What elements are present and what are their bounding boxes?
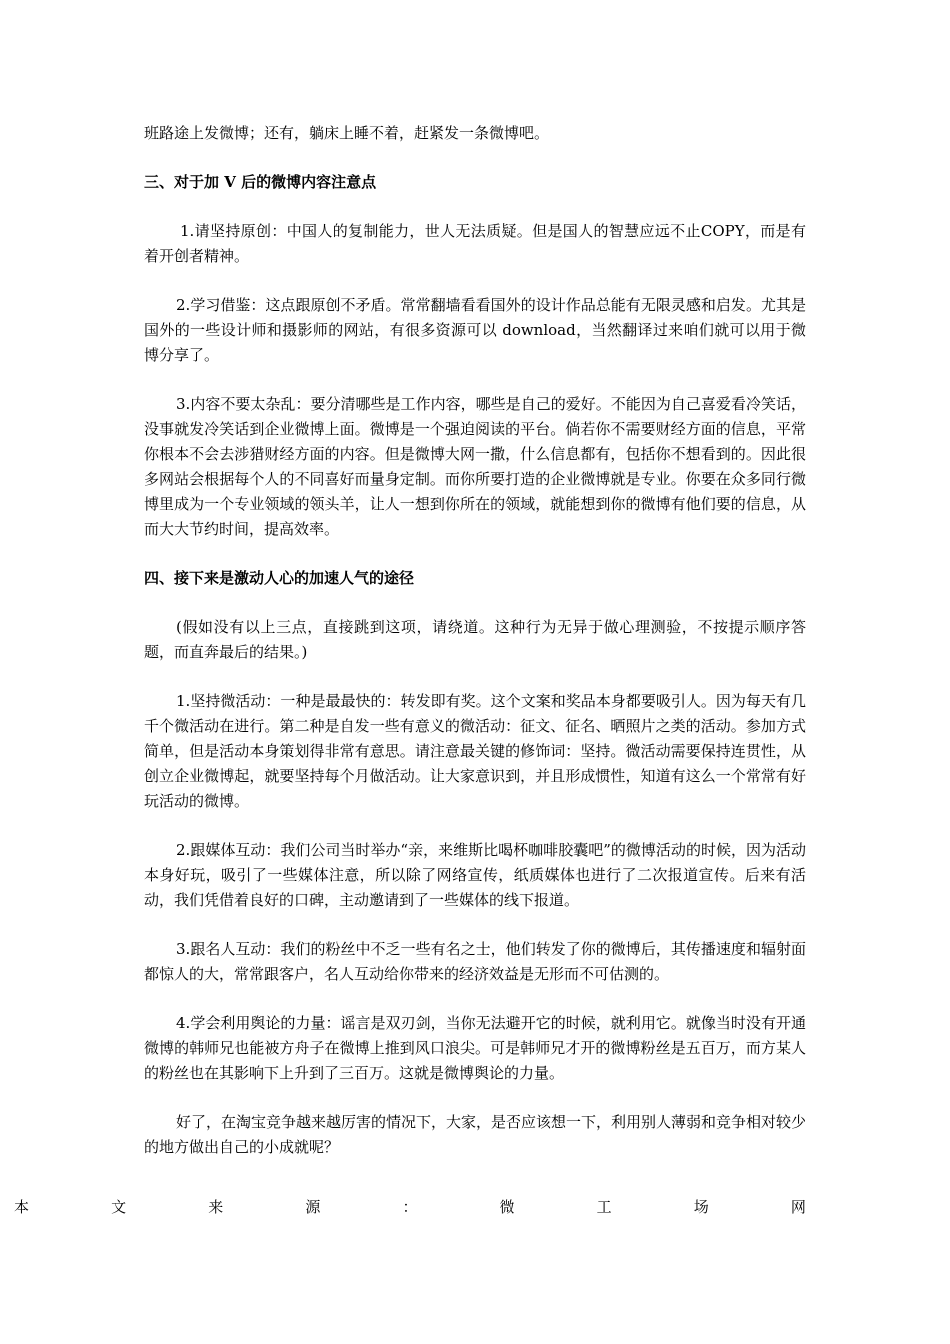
closing-paragraph: 好了，在淘宝竞争越来越厉害的情况下，大家，是否应该想一下，利用别人薄弱和竞争相对较少的地方做出自己的小成就呢？	[144, 1113, 807, 1156]
section-3-paragraph-3: 3.内容不要太杂乱：要分清哪些是工作内容，哪些是自己的爱好。不能因为自己喜爱看冷笑话，没事就发冷笑话到企业微博上面。微博是一个强迫阅读的平台。倘若你不需要财经方面的信息，平常你根本不会去涉猎财经方面的内容。但是微博大网一撒，什么信息都有，包括你不想看到的。因此很多网站会根据每个人的不同喜好而量身定制。而你所要打造的企业微博就是专业。你要在众多同行微博里成为一个专业领域的领头羊，让人一想到你所在的领域，就能想到你的微博有他们要的信息，从而大大节约时间，提高效率。	[144, 395, 806, 538]
source-char: 场	[693, 1198, 709, 1216]
intro-paragraph: 班路途上发微博；还有，躺床上睡不着，赶紧发一条微博吧。	[144, 124, 550, 142]
source-char: 网	[790, 1198, 806, 1216]
section-4-paragraph-3: 3.跟名人互动：我们的粉丝中不乏一些有名之士，他们转发了你的微博后，其传播速度和辐射面都惊人的大，常常跟客户，名人互动给你带来的经济效益是无形而不可估测的。	[144, 940, 806, 983]
source-char: 文	[111, 1198, 127, 1216]
section-4-note: (假如没有以上三点，直接跳到这项，请绕道。这种行为无异于做心理测验，不按提示顺序答题，而直奔最后的结果。)	[144, 618, 806, 661]
section-3-paragraph-1: 1.请坚持原创：中国人的复制能力，世人无法质疑。但是国人的智慧应远不止COPY，而是有着开创者精神。	[144, 222, 806, 265]
source-char: ：	[402, 1198, 418, 1216]
source-char: 源	[305, 1198, 321, 1216]
section-4-heading: 四、接下来是激动人心的加速人气的途径	[144, 569, 415, 587]
source-char: 工	[596, 1198, 612, 1216]
section-4-paragraph-4: 4.学会利用舆论的力量：谣言是双刃剑，当你无法避开它的时候，就利用它。就像当时没有开通微博的韩师兄也能被方舟子在微博上推到风口浪尖。可是韩师兄才开的微博粉丝是五百万，而方某人的粉丝也在其影响下上升到了三百万。这就是微博舆论的力量。	[144, 1014, 806, 1082]
source-char: 本	[14, 1198, 30, 1216]
source-char: 来	[208, 1198, 224, 1216]
section-3-heading: 三、对于加 V 后的微博内容注意点	[144, 173, 377, 191]
source-attribution	[14, 1195, 806, 1220]
document-body	[144, 121, 806, 1160]
source-char: 微	[499, 1198, 515, 1216]
section-3-paragraph-2: 2.学习借鉴：这点跟原创不矛盾。常常翻墙看看国外的设计作品总能有无限灵感和启发。尤其是国外的一些设计师和摄影师的网站，有很多资源可以 download，当然翻译过来咱们就可以用于微博分享了。	[144, 296, 806, 364]
section-4-paragraph-1: 1.坚持微活动：一种是最最快的：转发即有奖。这个文案和奖品本身都要吸引人。因为每天有几千个微活动在进行。第二种是自发一些有意义的微活动：征文、征名、晒照片之类的活动。参加方式简单，但是活动本身策划得非常有意思。请注意最关键的修饰词：坚持。微活动需要保持连贯性，从创立企业微博起，就要坚持每个月做活动。让大家意识到，并且形成惯性，知道有这么一个常常有好玩活动的微博。	[144, 692, 806, 810]
section-4-paragraph-2: 2.跟媒体互动：我们公司当时举办“亲，来维斯比喝杯咖啡胶囊吧”的微博活动的时候，因为活动本身好玩，吸引了一些媒体注意，所以除了网络宣传，纸质媒体也进行了二次报道宣传。后来有活动，我们凭借着良好的口碑，主动邀请到了一些媒体的线下报道。	[144, 841, 806, 909]
